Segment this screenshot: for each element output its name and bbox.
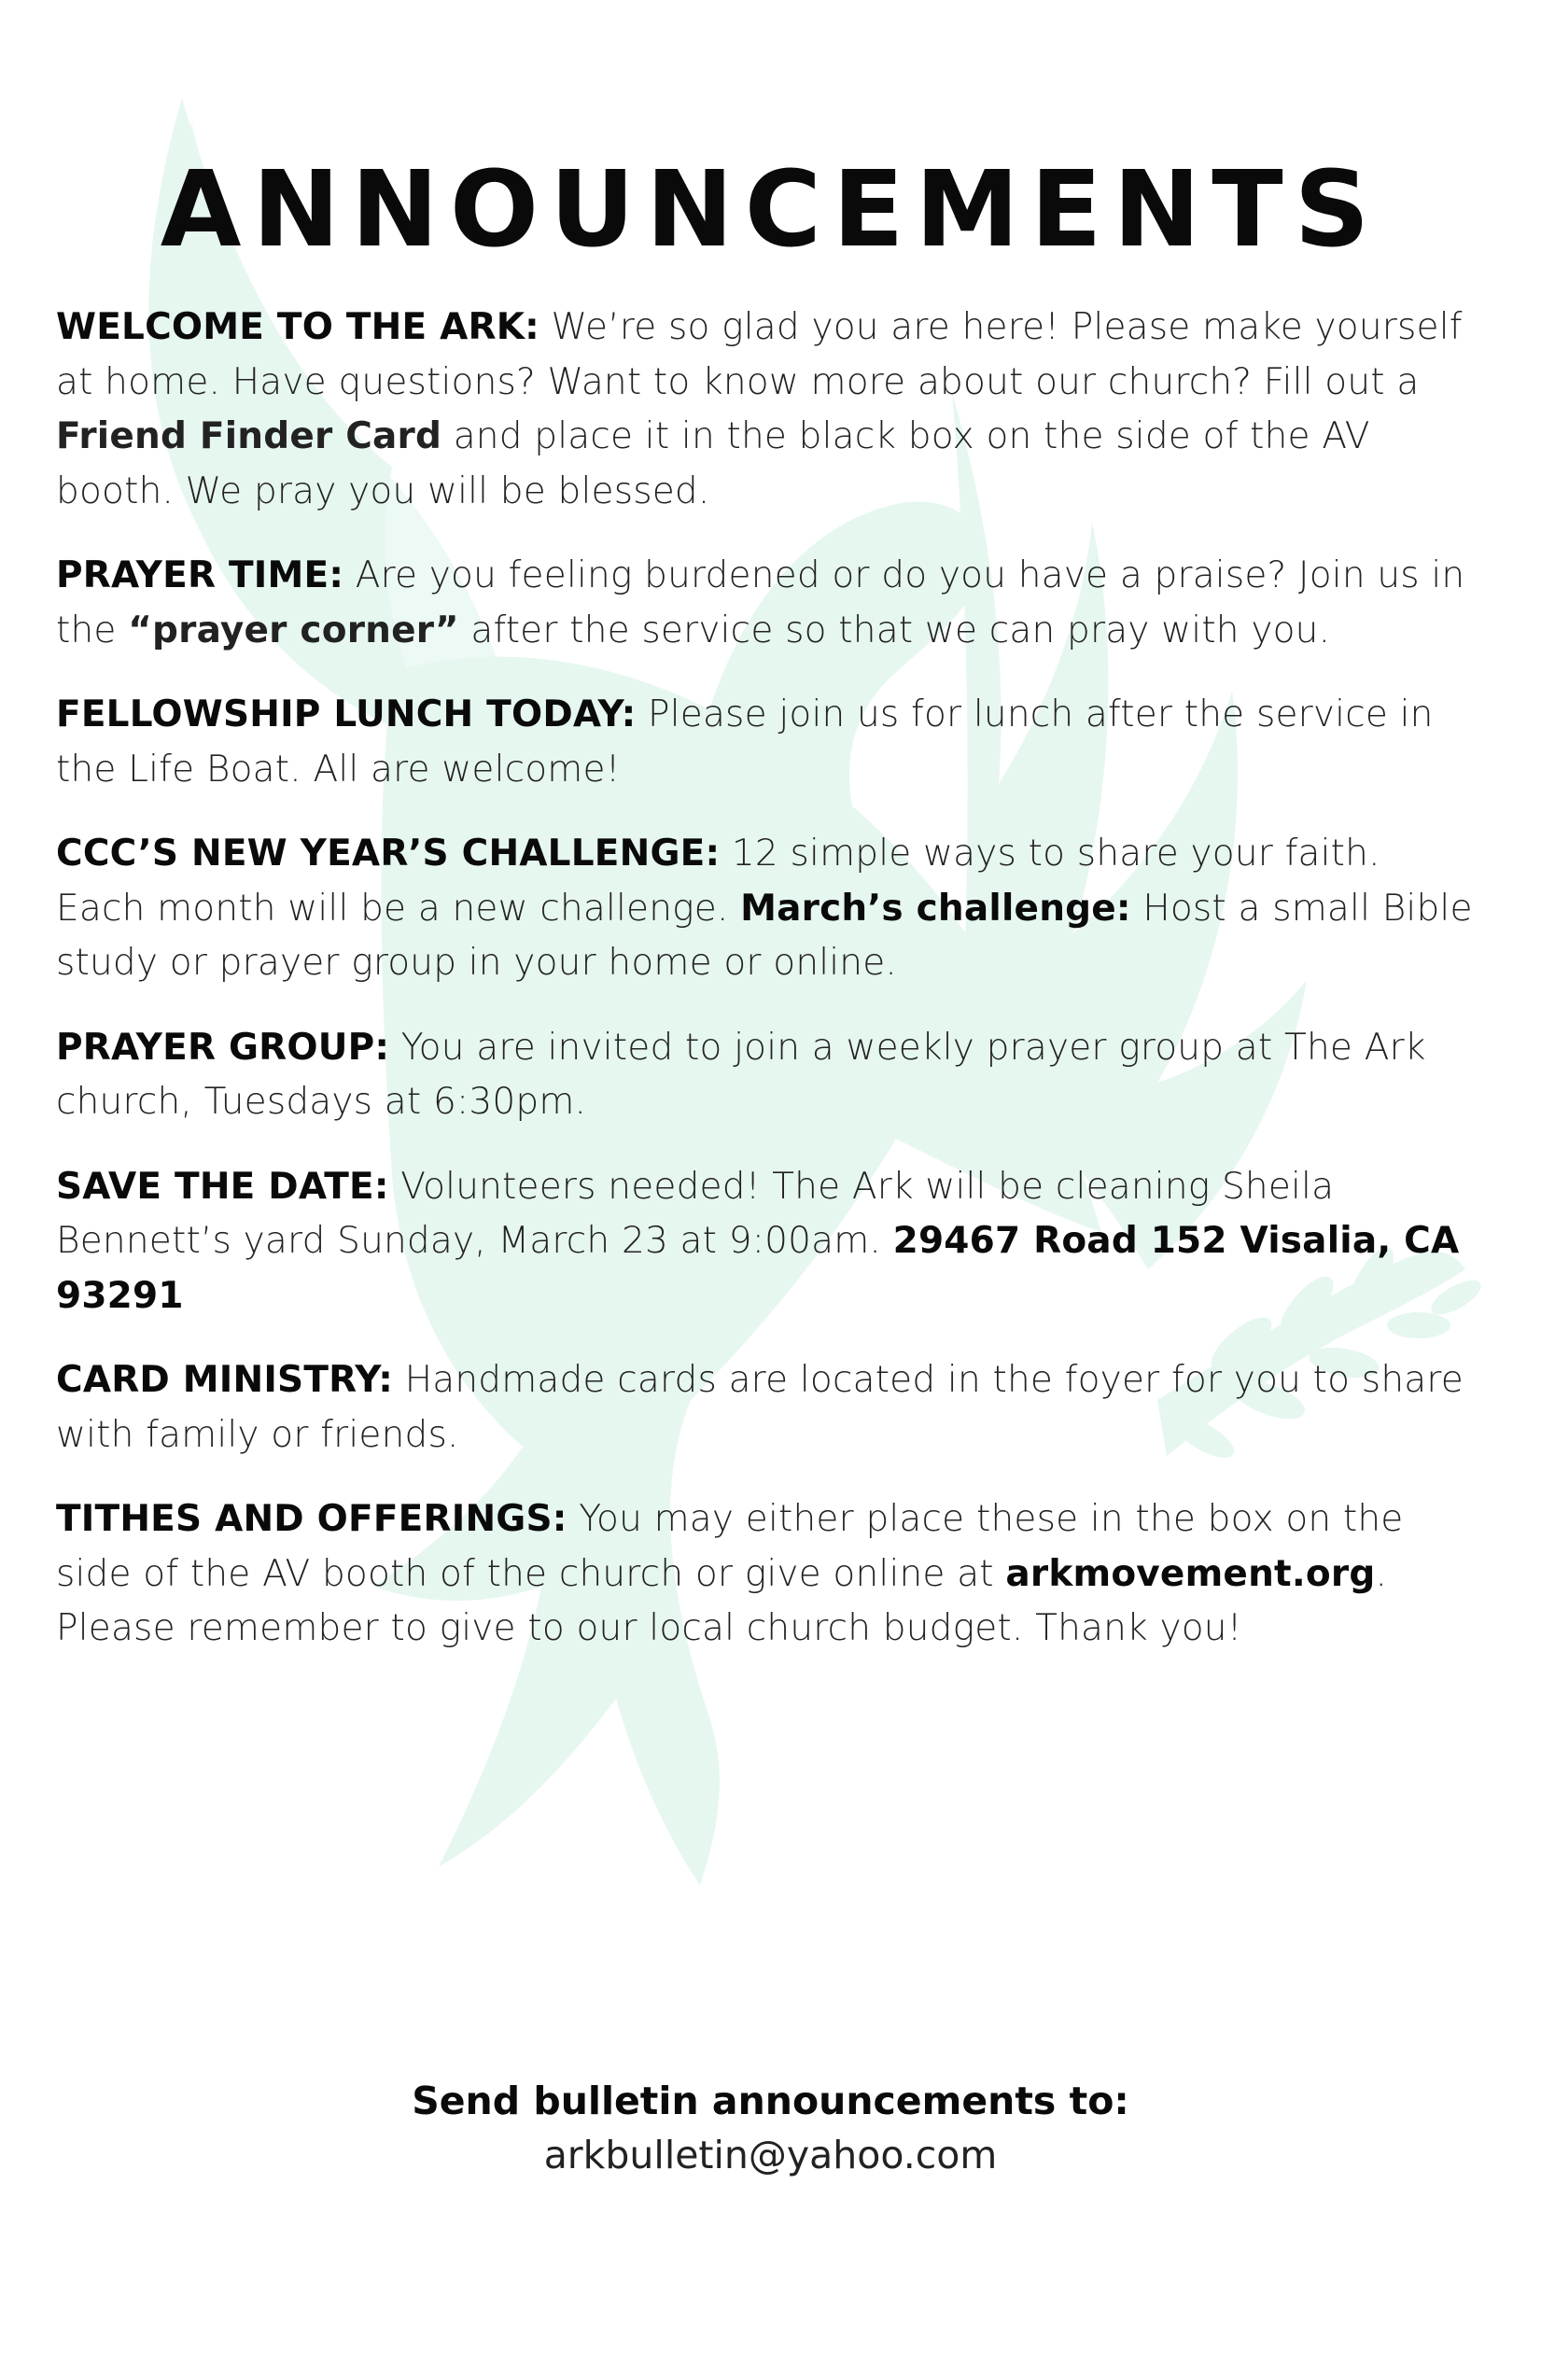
announcement-text: 12 simple ways to share your faith. Each month will be a new challenge. xyxy=(56,833,1380,930)
announcement-text: We’re so glad you are here! Please make yourself at home. Have questions? Want to know more about our church? Fill out a xyxy=(56,306,1463,403)
announcement-text: . Please remember to give to our local church budget. Thank you! xyxy=(56,1552,1388,1649)
announcement-heading: FELLOWSHIP LUNCH TODAY: xyxy=(56,693,637,735)
announcement-text: Volunteers needed! The Ark will be cleaning Sheila Bennett’s yard Sunday, March 23 at 9:00am. xyxy=(56,1165,1335,1262)
announcement-text: Host a small Bible study or prayer group in your home or online. xyxy=(56,887,1473,984)
page-title: ANNOUNCEMENTS xyxy=(160,149,1381,271)
announcement-heading: TITHES AND OFFERINGS: xyxy=(56,1498,567,1540)
announcement-new-years-challenge xyxy=(56,827,1475,991)
announcement-text: after the service so that we can pray with you. xyxy=(458,609,1331,651)
announcement-emphasis: “prayer corner” xyxy=(128,609,459,651)
footer-email-link[interactable]: arkbulletin@yahoo.com xyxy=(543,2133,998,2177)
announcement-address: 29467 Road 152 Visalia, CA 93291 xyxy=(56,1220,1460,1317)
website-link[interactable]: arkmovement.org xyxy=(1005,1552,1376,1595)
announcement-welcome xyxy=(56,301,1475,519)
announcement-prayer-time xyxy=(56,549,1475,658)
announcement-heading: PRAYER TIME: xyxy=(56,554,344,596)
announcement-save-the-date xyxy=(56,1160,1475,1324)
announcement-card-ministry xyxy=(56,1353,1475,1463)
announcement-text: You may either place these in the box on the side of the AV booth of the church or give online at xyxy=(56,1498,1404,1595)
announcements-list xyxy=(56,301,1475,1687)
announcement-text: Handmade cards are located in the foyer for you to share with family or friends. xyxy=(56,1359,1464,1456)
announcement-fellowship-lunch xyxy=(56,688,1475,797)
announcement-text: You are invited to join a weekly prayer group at The Ark church, Tuesdays at 6:30pm. xyxy=(56,1026,1426,1123)
footer xyxy=(0,2074,1541,2182)
announcement-text: Are you feeling burdened or do you have a praise? Join us in the xyxy=(56,554,1465,651)
announcement-heading: PRAYER GROUP: xyxy=(56,1026,390,1069)
footer-label: Send bulletin announcements to: xyxy=(412,2079,1129,2123)
announcement-heading: SAVE THE DATE: xyxy=(56,1165,389,1208)
announcement-tithes-offerings xyxy=(56,1492,1475,1657)
announcement-emphasis: Friend Finder Card xyxy=(56,415,442,457)
announcement-heading: WELCOME TO THE ARK: xyxy=(56,306,539,348)
announcement-emphasis: March’s challenge: xyxy=(740,887,1131,930)
announcement-text: Please join us for lunch after the service in the Life Boat. All are welcome! xyxy=(56,693,1434,791)
announcement-heading: CCC’S NEW YEAR’S CHALLENGE: xyxy=(56,833,721,875)
announcement-text: and place it in the black box on the side of the AV booth. We pray you will be blessed. xyxy=(56,415,1370,512)
announcement-heading: CARD MINISTRY: xyxy=(56,1359,394,1401)
announcement-prayer-group xyxy=(56,1021,1475,1130)
